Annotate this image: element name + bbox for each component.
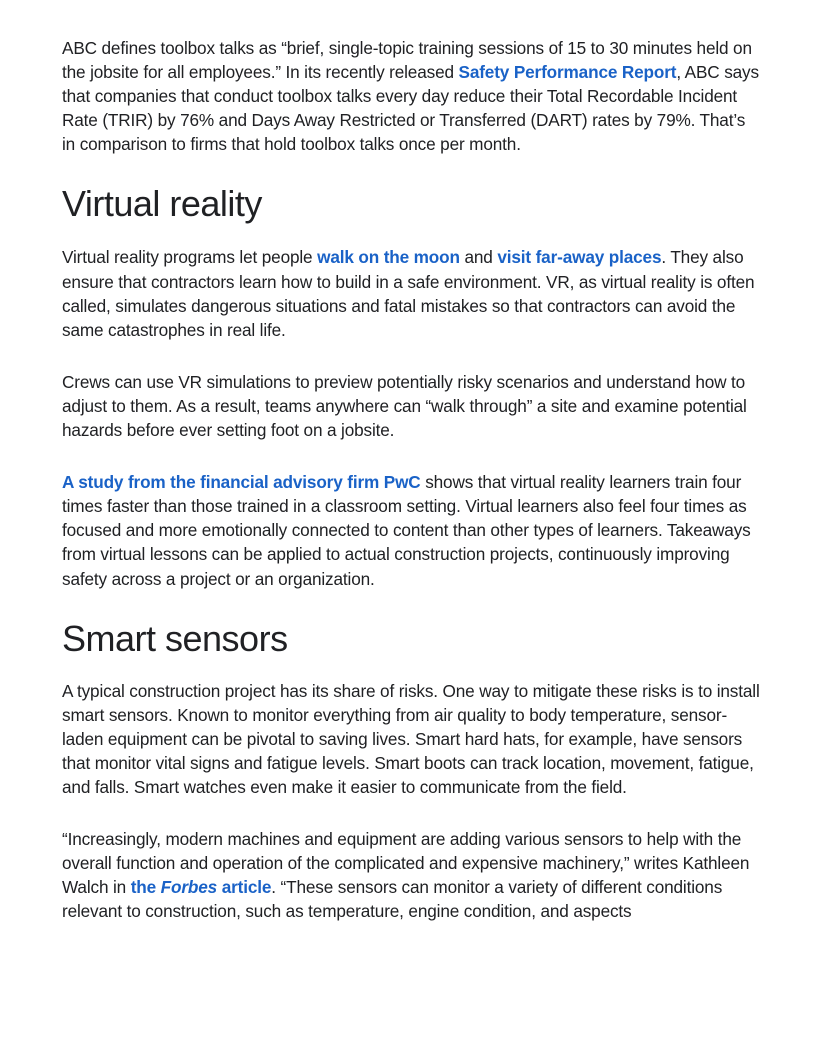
link-text: the <box>130 877 161 898</box>
paragraph-text: A typical construction project has its share of risks. One way to mitigate these risks is to install smart sensors. Known to monitor everything from air quality to body temperature, sensor-laden equipment can be pivotal to saving lives. Smart hard hats, for example, have sensors that monitor vital signs and fatigue levels. Smart boots can track location, movement, fatigue, and falls. Smart watches even make it easier to communicate from the field. <box>62 680 760 797</box>
paragraph-vr-intro <box>62 245 762 341</box>
paragraph-text: . They also ensure that contractors learn how to build in a safe environment. VR, as virtual reality is often called, simulates dangerous situations and fatal mistakes so that contractors can avoid the same catastrophes in real life. <box>62 247 755 340</box>
link-text-forbes: Forbes <box>160 877 218 898</box>
paragraph-text: and <box>459 247 498 268</box>
paragraph-text: Crews can use VR simulations to preview potentially risky scenarios and understand how to adjust to them. As a result, teams anywhere can “walk through” a site and examine potential hazards before ever setting foot on a jobsite. <box>62 371 747 441</box>
heading-virtual-reality: Virtual reality <box>62 183 262 225</box>
paragraph-text: , ABC says that companies that conduct toolbox talks every day reduce their Total Recordable Incident Rate (TRIR) by 76% and Days Away Restricted or Transferred (DART) rates by 79%. That’s in comparison to firms that hold toolbox talks once per month. <box>62 62 759 155</box>
link-forbes-article[interactable] <box>131 877 272 897</box>
link-text: article <box>217 877 272 898</box>
paragraph-vr-simulations <box>62 370 762 442</box>
link-walk-on-the-moon[interactable]: walk on the moon <box>317 247 460 268</box>
paragraph-forbes-quote <box>62 827 762 923</box>
paragraph-text: . “These sensors can monitor a variety of different conditions relevant to construction, such as temperature, engine condition, and aspects <box>62 877 723 922</box>
link-pwc-study[interactable]: A study from the financial advisory firm PwC <box>62 472 421 493</box>
heading-smart-sensors: Smart sensors <box>62 617 288 659</box>
paragraph-text: “Increasingly, modern machines and equipment are adding various sensors to help with the overall function and operation of the complicated and expensive machinery,” writes Kathleen Walch in <box>62 829 750 898</box>
document-page <box>62 36 762 923</box>
paragraph-text: shows that virtual reality learners train four times faster than those trained in a classroom setting. Virtual learners also feel four times as focused and more emotionally connected to content than other types of learners. Takeaways from virtual lessons can be applied to actual construction projects, continuously improving safety across a project or an organization. <box>62 472 751 589</box>
link-visit-far-away-places[interactable]: visit far-away places <box>497 247 662 268</box>
paragraph-text: Virtual reality programs let people <box>62 247 318 268</box>
paragraph-smart-sensors-intro <box>62 679 762 799</box>
paragraph-text: ABC defines toolbox talks as “brief, single-topic training sessions of 15 to 30 minutes held on the jobsite for all employees.” In its recently released <box>62 38 752 83</box>
link-safety-performance-report[interactable]: Safety Performance Report <box>458 62 677 83</box>
paragraph-toolbox-talks <box>62 36 762 156</box>
paragraph-pwc-study <box>62 470 762 590</box>
